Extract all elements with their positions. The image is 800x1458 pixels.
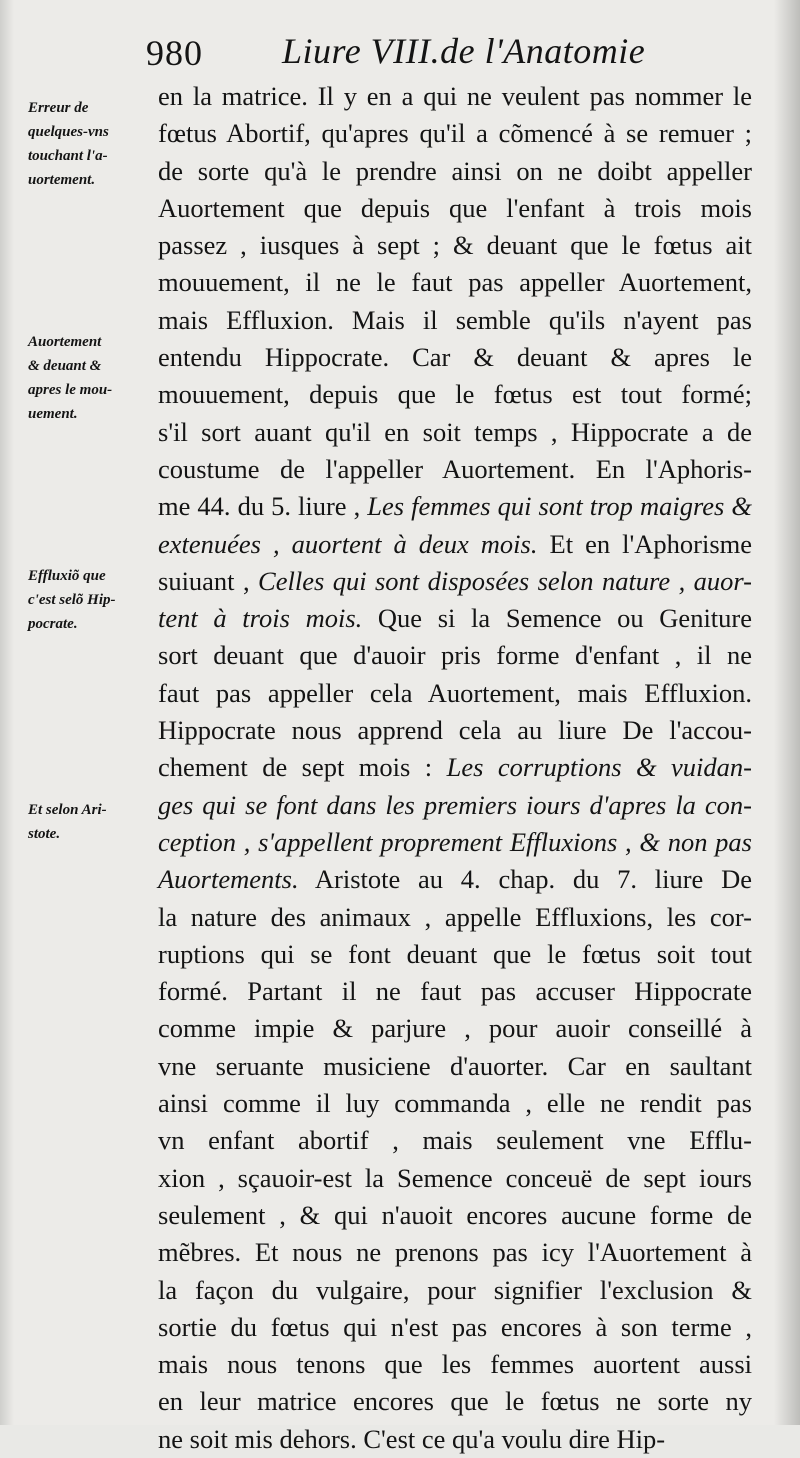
text-segment: mouuement, il ne le faut pas appeller Auortement, [158, 267, 752, 298]
text-segment: Que si la Semence ou Geniture [362, 603, 753, 634]
margin-note-line: Erreur de [28, 100, 89, 116]
margin-note-line: c'est selõ Hip- [28, 592, 116, 608]
text-line [158, 376, 752, 413]
text-segment: seulement , & qui n'auoit encores aucune forme de [158, 1199, 752, 1230]
text-segment: ne soit mis dehors. C'est ce qu'a voulu dire Hip- [158, 1423, 666, 1454]
text-segment: Hippocrate nous apprend cela au liure De l'accou- [158, 715, 752, 746]
text-segment: me 44. du 5. liure , [158, 491, 368, 522]
text-line [158, 1010, 752, 1047]
text-line [158, 899, 752, 936]
italic-quotation: Les femmes qui sont trop maigres & [367, 491, 752, 522]
text-line [158, 302, 752, 339]
text-segment: Et en l'Aphorisme [537, 528, 753, 559]
text-line [158, 787, 752, 824]
text-segment: chement de sept mois : [158, 752, 447, 783]
margin-note-line: Effluxiõ que [28, 568, 106, 584]
text-segment: suiuant , [158, 565, 259, 596]
margin-note-effluxion [28, 564, 156, 636]
margin-note-line: uortement. [28, 172, 96, 188]
text-line [158, 637, 752, 674]
italic-quotation: Celles qui sont disposées selon nature , auor- [258, 565, 752, 596]
text-segment: Auortement que depuis que l'enfant à trois mois [158, 192, 752, 223]
text-line [158, 1234, 752, 1271]
text-segment: mẽbres. Et nous ne prenons pas icy l'Auortement à [158, 1237, 752, 1268]
italic-quotation: tent à trois mois. [158, 603, 363, 634]
text-line [158, 227, 752, 264]
text-segment: xion , sçauoir-est la Semence conceuë de sept iours [158, 1162, 752, 1193]
margin-note-erreur [28, 96, 156, 192]
text-segment: de sorte qu'à le prendre ainsi on ne doibt appeller [158, 155, 752, 186]
text-segment: faut pas appeller cela Auortement, mais Effluxion. [158, 677, 752, 708]
margin-note-line: apres le mou- [28, 382, 113, 398]
italic-quotation: extenuées , auortent à deux mois. [158, 528, 538, 559]
text-line [158, 1085, 752, 1122]
page-number: 980 [146, 33, 203, 73]
text-line [158, 190, 752, 227]
margin-note-line: & deuant & [28, 358, 102, 374]
margin-note-line: Et selon Ari- [28, 802, 107, 818]
text-segment: vn enfant abortif , mais seulement vne Efflu- [158, 1125, 752, 1156]
margin-note-line: uement. [28, 406, 78, 422]
text-segment: passez , iusques à sept ; & deuant que le fœtus ait [158, 230, 752, 261]
text-segment: coustume de l'appeller Auortement. En l'Aphoris- [158, 453, 752, 484]
text-segment: mouuement, depuis que le fœtus est tout formé; [158, 379, 752, 410]
text-segment: vne seruante musiciene d'auorter. Car en saultant [158, 1050, 752, 1081]
page-edge-shadow [774, 0, 800, 1425]
italic-quotation: ception , s'appellent proprement Effluxions , & non pas [158, 826, 752, 857]
text-segment: s'il sort auant qu'il en soit temps , Hippocrate a de [158, 416, 752, 447]
text-segment: en la matrice. Il y en a qui ne veulent pas nommer le [158, 81, 752, 111]
text-line [158, 264, 752, 301]
text-line [158, 936, 752, 973]
text-segment: en leur matrice encores que le fœtus ne sorte ny [158, 1386, 752, 1417]
text-line [158, 1160, 752, 1197]
text-line [158, 1048, 752, 1085]
text-line [158, 973, 752, 1010]
text-line [158, 1309, 752, 1346]
text-line [158, 1421, 752, 1458]
text-line [158, 1346, 752, 1383]
text-line [158, 861, 752, 898]
text-line [158, 1197, 752, 1234]
text-segment: sortie du fœtus qui n'est pas encores à son terme , [158, 1311, 752, 1342]
text-segment: mais nous tenons que les femmes auortent aussi [158, 1349, 752, 1380]
text-line [158, 1122, 752, 1159]
text-line [158, 339, 752, 376]
running-title: Liure VIII.de l'Anatomie [282, 31, 646, 71]
text-segment: sort deuant que d'auoir pris forme d'enfant , il ne [158, 640, 752, 671]
text-segment: la nature des animaux , appelle Effluxions, les cor- [158, 901, 752, 932]
text-segment: mais Effluxion. Mais il semble qu'ils n'ayent pas [158, 304, 752, 335]
text-segment: Aristote au 4. chap. du 7. liure De [298, 864, 752, 895]
text-line [158, 451, 752, 488]
text-line [158, 78, 752, 115]
text-line [158, 749, 752, 786]
margin-note-line: Auortement [28, 334, 102, 350]
text-line [158, 712, 752, 749]
text-line [158, 1383, 752, 1420]
text-segment: comme impie & parjure , pour auoir conseillé à [158, 1013, 752, 1044]
margin-note-auortement [28, 330, 156, 426]
text-line [158, 1272, 752, 1309]
text-segment: ruptions qui se font deuant que le fœtus soit tout [158, 938, 752, 969]
text-line [158, 675, 752, 712]
main-text-column [158, 78, 752, 1458]
text-segment: fœtus Abortif, qu'apres qu'il a cõmencé à se remuer ; [158, 118, 752, 149]
text-line [158, 115, 752, 152]
text-line [158, 563, 752, 600]
page-gutter-shadow [0, 0, 14, 1425]
text-segment: ainsi comme il luy commanda , elle ne rendit pas [158, 1088, 752, 1119]
text-line [158, 153, 752, 190]
margin-note-line: pocrate. [28, 616, 78, 632]
text-line [158, 824, 752, 861]
italic-quotation: Auortements. [158, 864, 299, 895]
text-segment: entendu Hippocrate. Car & deuant & apres le [158, 342, 752, 373]
text-segment: la façon du vulgaire, pour signifier l'exclusion & [158, 1274, 752, 1305]
text-line [158, 414, 752, 451]
text-line [158, 488, 752, 525]
margin-note-line: touchant l'a- [28, 148, 108, 164]
margin-note-line: stote. [28, 826, 61, 842]
italic-quotation: ges qui se font dans les premiers iours d'apres la con- [158, 789, 752, 820]
italic-quotation: Les corruptions & vuidan- [446, 752, 752, 783]
margin-note-line: quelques-vns [28, 124, 109, 140]
text-line [158, 526, 752, 563]
margin-note-aristote [28, 798, 156, 846]
text-line [158, 600, 752, 637]
text-segment: formé. Partant il ne faut pas accuser Hippocrate [158, 976, 752, 1007]
